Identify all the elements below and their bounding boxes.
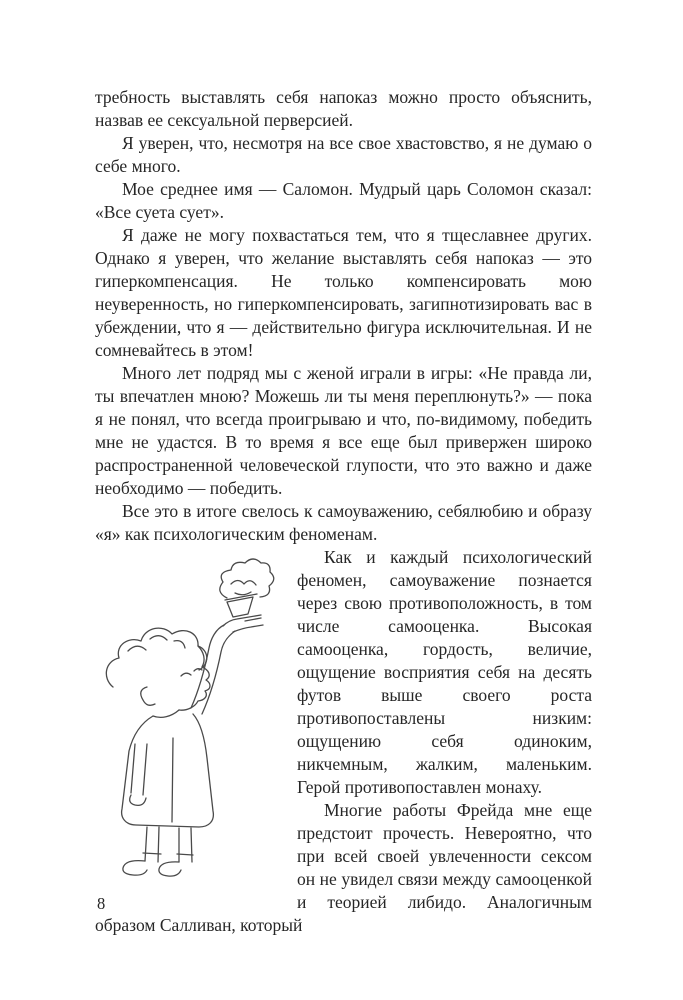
paragraph: Как и каждый психологический феномен, самоуважение познается через свою противоположность, в том числе самооценка. Высокая самооценка, гордость, величие, ощущение восприятия себя на десять футов выше своего роста противопоставлены низким: ощущению себя одиноким, никчемным, жалким, маленьким. Герой противопоставлен монаху. — [297, 547, 592, 797]
man-holding-small-cake-drawing-icon — [95, 546, 287, 884]
text-block — [95, 86, 592, 937]
paragraph: Много лет подряд мы с женой играли в игры: «Не правда ли, ты впечатлен мною? Можешь ли ты меня переплюнуть?» — пока я не понял, что всегда проигрываю и что, по-видимому, победить мне не удастся. В то время я все еще был привержен широко распространенной человеческой глупости, что это важно и даже необходимо — победить. — [95, 363, 592, 498]
page-number: 8 — [97, 894, 106, 913]
paragraph: Многие работы Фрейда мне еще предстоит прочесть. Невероятно, что при всей своей увлеченности сексом он не увидел связи между самооценкой и теорией либидо. Аналогичным образом Салливан, который — [95, 800, 592, 935]
paragraph: Мое среднее имя — Саломон. Мудрый царь Соломон сказал: «Все суета сует». — [95, 179, 592, 222]
paragraph: Все это в итоге свелось к самоуважению, себялюбию и образу «я» как психологическим феноменам. — [95, 501, 592, 544]
illustration — [95, 546, 287, 894]
paragraph: Я уверен, что, несмотря на все свое хвастовство, я не думаю о себе много. — [95, 133, 592, 176]
paragraph: требность выставлять себя напоказ можно просто объяснить, назвав ее сексуальной перверсией. — [95, 87, 592, 130]
illustrated-section — [95, 546, 592, 937]
paragraph: Я даже не могу похвастаться тем, что я тщеславнее других. Однако я уверен, что желание выставлять себя напоказ — это гиперкомпенсация. Не только компенсировать мою неуверенность, но гиперкомпенсировать, загипнотизировать вас в убеждении, что я — действительно фигура исключительная. И не сомневайтесь в этом! — [95, 225, 592, 360]
